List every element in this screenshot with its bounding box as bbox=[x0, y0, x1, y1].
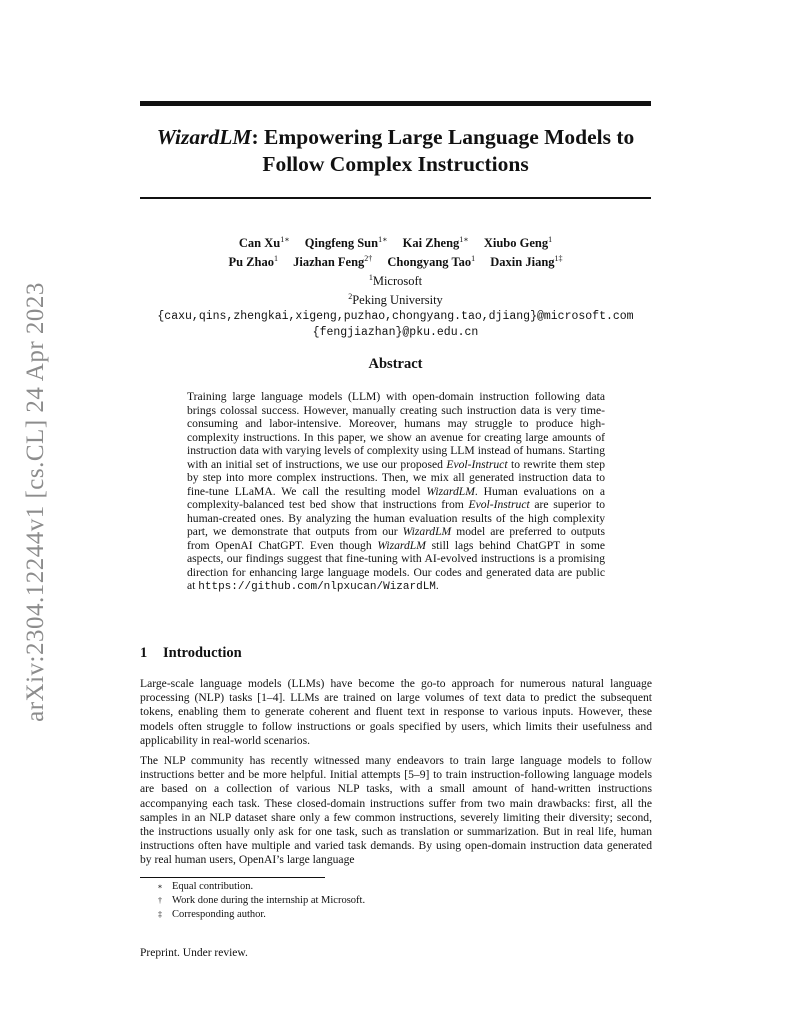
author-name: Pu Zhao$^1$ bbox=[228, 254, 278, 270]
footnote-item: ‡ Corresponding author. bbox=[158, 909, 266, 920]
abstract-text: Training large language models (LLM) with open-domain instruction following data brings colossal success. However, manually creating such instruction data is very time-consuming and labor-intensive. Moreover, humans may struggle to produce high-complexity instructions. In this paper, we show an avenue for creating large amounts of instruction data with varying levels of complexity using LLM instead of humans. Starting with an initial set of instructions, we use our proposed Evol-Instruct to rewrite them step by step into more complex instructions. Then, we mix all generated instruction data to fine-tune LLaMA. We call the resulting model WizardLM. Human evaluations on a complexity-balanced test bed show that instructions from Evol-Instruct are superior to human-created ones. By analyzing the human evaluation results of the high complexity part, we demonstrate that outputs from our WizardLM model are preferred to outputs from OpenAI ChatGPT. Even though WizardLM still lags behind ChatGPT in some aspects, our findings suggest that fine-tuning with AI-evolved instructions is a promising direction for enhancing large language models. Our codes and generated data are public at https://github.com/nlpxucan/WizardLM. bbox=[187, 390, 605, 593]
abstract-heading: Abstract bbox=[368, 356, 423, 372]
author-row-2 bbox=[140, 251, 651, 270]
title-line-1-rest: : Empowering Large Language Models to bbox=[251, 125, 635, 149]
wizardlm-term: WizardLM bbox=[402, 525, 452, 538]
section-number: 1 bbox=[140, 645, 148, 661]
title-model-name: WizardLM bbox=[156, 125, 252, 149]
author-row-1 bbox=[140, 232, 651, 251]
affiliation-2: $^2$Peking University bbox=[348, 292, 443, 308]
author-name: Kai Zheng$^{1∗}$ bbox=[402, 235, 469, 251]
footnotes bbox=[148, 880, 648, 922]
author-name: Jiazhan Feng$^{2\dagger}$ bbox=[293, 254, 373, 270]
evol-instruct-term: Evol-Instruct bbox=[446, 457, 508, 471]
introduction-body bbox=[140, 677, 652, 874]
affiliation-1: $^1$Microsoft bbox=[368, 273, 423, 289]
section-title: Introduction bbox=[163, 645, 242, 661]
author-name: Qingfeng Sun$^{1∗}$ bbox=[304, 235, 388, 251]
author-name: Can $Xu^{1∗}$ bbox=[238, 235, 290, 251]
wizardlm-term: WizardLM bbox=[377, 538, 426, 552]
author-name: Chongyang Tao$^1$ bbox=[387, 254, 476, 270]
author-name: Xiubo Geng$^1$ bbox=[483, 235, 553, 251]
paragraph: The NLP community has recently witnessed many endeavors to train large language models to follow instructions better and be more helpful. Initial attempts [5–9] to train instruction-following language models are based on a collection of various NLP tasks, with a small amount of hand-written instructions accompanying each task. These closed-domain instructions suffer from two main drawbacks: first, all the samples in an NLP dataset share only a few common instructions, severely limiting their diversity; second, the instructions usually only ask for one task, such as translation or summarization. But in real life, human instructions often have multiple and varied task demands. By using open-domain instruction data generated by real human users, OpenAI’s large language bbox=[140, 754, 652, 867]
title-rule-top bbox=[140, 101, 651, 106]
section-heading-introduction bbox=[140, 645, 242, 662]
title-line-1 bbox=[140, 124, 651, 151]
wizardlm-term: WizardLM bbox=[426, 484, 475, 498]
arxiv-stamp: arXiv:2304.12244v1 [cs.CL] 24 Apr 2023 bbox=[22, 282, 49, 722]
footnote-rule bbox=[140, 877, 325, 878]
title-line-2: Follow Complex Instructions bbox=[262, 152, 529, 176]
footnote-item: † Work done during the internship at Microsoft. bbox=[158, 895, 366, 906]
author-block bbox=[140, 232, 651, 341]
preprint-notice: Preprint. Under review. bbox=[140, 947, 248, 959]
title-rule-bottom bbox=[140, 197, 651, 199]
author-emails-microsoft: {caxu,qins,zhengkai,xigeng,puzhao,chongyang.tao,djiang}@microsoft.com bbox=[157, 309, 634, 323]
author-name: Daxin Jiang$^{1\ddagger}$ bbox=[490, 254, 563, 270]
github-link[interactable]: https://github.com/nlpxucan/WizardLM bbox=[198, 581, 436, 593]
paper-title bbox=[140, 124, 651, 178]
paragraph: Large-scale language models (LLMs) have become the go-to approach for numerous natural language processing (NLP) tasks [1–4]. LLMs are trained on large volumes of text data to predict the subsequent tokens, enabling them to generate coherent and fluent text in response to various inputs. However, these models often struggle to follow instructions or goals specified by users, which limits their usefulness and applicability in real-world scenarios. bbox=[140, 677, 652, 747]
author-emails-pku: {fengjiazhan}@pku.edu.cn bbox=[312, 325, 479, 339]
evol-instruct-term: Evol-Instruct bbox=[468, 498, 530, 511]
footnote-item: ∗ Equal contribution. bbox=[157, 881, 254, 892]
